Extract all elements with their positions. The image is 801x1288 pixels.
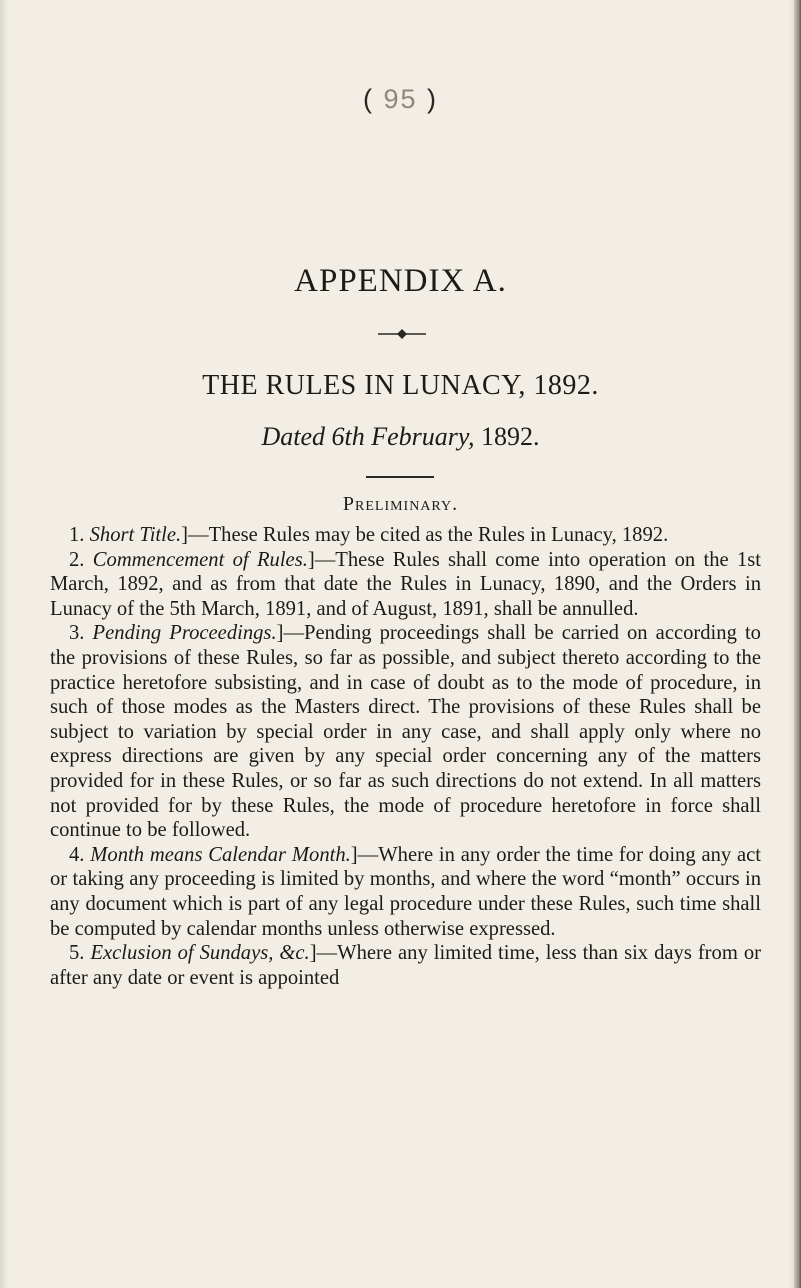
rule-paragraph (50, 843, 761, 941)
dated-prefix: Dated (261, 422, 326, 451)
rule-number: 2. (69, 548, 85, 571)
rule-paragraph (50, 548, 761, 622)
folio-close-paren: ) (427, 84, 439, 114)
folio-open-paren: ( (362, 84, 374, 114)
rule-number: 1. (69, 524, 85, 546)
rule-heading: Exclusion of Sundays, &c. (90, 942, 310, 965)
rule-number: 3. (69, 622, 85, 645)
folio-number: 95 (383, 84, 418, 114)
dated-year: 1892. (481, 422, 540, 451)
rules-body (50, 523, 761, 990)
rule-paragraph (50, 621, 761, 842)
dated-line (0, 422, 801, 452)
rule-number: 4. (69, 843, 85, 866)
rule-number: 5. (69, 942, 85, 965)
section-heading: Preliminary. (342, 493, 459, 515)
act-title: THE RULES IN LUNACY, 1892. (202, 370, 599, 401)
rule-heading: Month means Calendar Month. (90, 843, 351, 866)
rule-paragraph (50, 941, 761, 990)
rule-heading: Pending Proceedings. (92, 622, 277, 645)
rule-heading: Short Title. (89, 524, 182, 546)
rule-paragraph (50, 523, 761, 548)
page-number (0, 84, 801, 115)
rule-text: ]—Where any limited time, less than six days from or after any date or event is appointed (50, 942, 761, 989)
rule-text: ]—Pending proceedings shall be carried on according to the provisions of these Rules, so far as possible, and subject thereto according to the practice heretofore subsisting, and in case of doubt as to the mode of procedure, in such of those modes as the Masters direct. The provisions of these Rules shall be subject to variation by special order in any case, and shall apply only where no express directions are given by any special order concerning any of the matters provided for in these Rules, or so far as such directions do not extend. In all matters not provided for by these Rules, the mode of procedure heretofore in force shall continue to be followed. (50, 622, 761, 842)
rule-text: ]—These Rules shall come into operation on the 1st March, 1892, and as from that date the Rules in Lunacy, 1890, and the Orders in Lunacy of the 5th March, 1891, and of August, 1891, shall be annulled. (50, 548, 761, 620)
appendix-title: APPENDIX A. (294, 263, 507, 299)
page-edge-shadow (794, 0, 801, 1288)
rule-heading: Commencement of Rules. (92, 548, 308, 571)
divider-rule (366, 476, 434, 478)
rule-text: ]—Where in any order the time for doing any act or taking any proceeding is limited by months, and where the word “month” occurs in any document which is part of any legal procedure under these Rules, such time shall be computed by calendar months unless otherwise expressed. (50, 843, 761, 940)
rule-text: ]—These Rules may be cited as the Rules in Lunacy, 1892. (181, 524, 669, 546)
dated-emphasis: 6th February, (331, 422, 475, 451)
diamond-ornament-icon (378, 328, 426, 340)
